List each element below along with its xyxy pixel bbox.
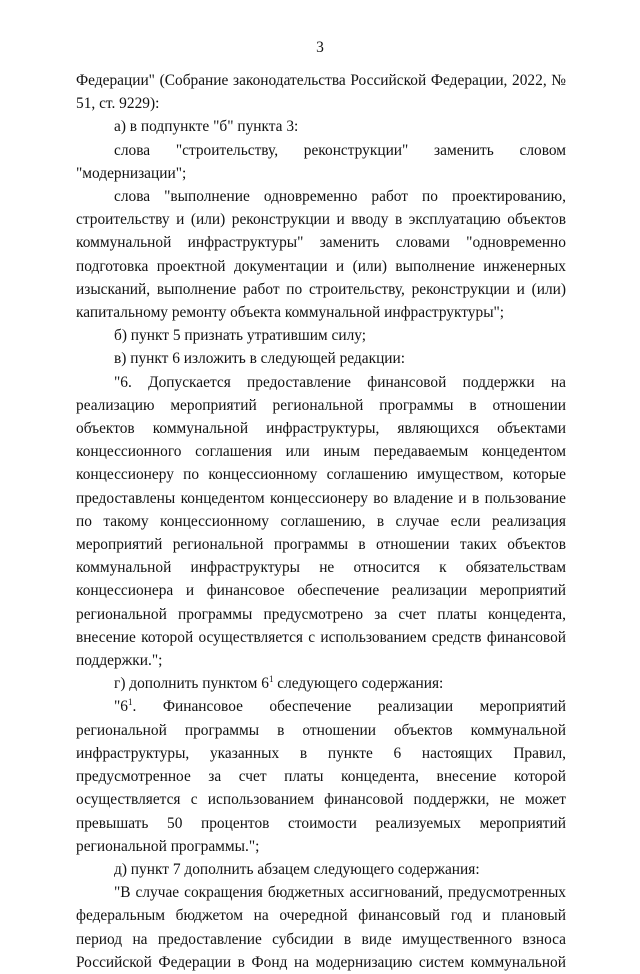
paragraph-words-replace-2: слова "выполнение одновременно работ по проектированию, строительству и (или) реконструкции и вводу в эксплуатацию объектов коммунальной инфраструктуры" заменить словами "одновременно подготовка проектной документации и (или) выполнение инженерных изысканий, выполнение работ по строительству, реконструкции и (или) капитальному ремонту объекта коммунальной инфраструктуры"; (76, 188, 566, 322)
paragraph-federation-ref: Федерации" (Собрание законодательства Российской Федерации, 2022, № 51, ст. 9229): (76, 72, 566, 113)
paragraph-point-6: "6. Допускается предоставление финансовой поддержки на реализацию мероприятий региональной программы в отношении объектов коммунальной инфраструктуры, являющихся объектами концессионного соглашения или иным передаваемым концедентом концессионеру по концессионному соглашению имуществом, которые предоставлены концедентом концессионеру во владение и в пользование по такому концессионному соглашению, в случае если реализация мероприятий региональной программы в отношении таких объектов коммунальной инфраструктуры не относится к обязательствам концессионера и финансовое обеспечение реализации мероприятий региональной программы предусмотрено за счет платы концедента, внесение которой осуществляется с использованием средств финансовой поддержки."; (76, 373, 566, 670)
paragraph-item-d: д) пункт 7 дополнить абзацем следующего содержания: (114, 860, 480, 878)
paragraph-item-g (76, 672, 566, 695)
paragraph-item-a: а) в подпункте "б" пункта 3: (114, 118, 299, 136)
document-body (76, 69, 566, 974)
paragraph-budget-reduction: "В случае сокращения бюджетных ассигнований, предусмотренных федеральным бюджетом на очередной финансовый год и плановый период на предоставление субсидии в виде имущественного взноса Российской Федерации в Фонд на модернизацию систем коммунальной (76, 884, 566, 971)
paragraph-words-replace-1: слова "строительству, реконструкции" заменить словом "модернизации"; (76, 141, 566, 182)
paragraph-item-b: б) пункт 5 признать утратившим силу; (114, 327, 367, 345)
item-g-text-start: г) дополнить пунктом 6 (114, 675, 269, 693)
paragraph-point-6-1 (76, 695, 566, 857)
point-6-1-text-start: "6 (114, 698, 128, 716)
point-6-1-superscript: 1 (127, 697, 133, 708)
paragraph-item-v: в) пункт 6 изложить в следующей редакции: (114, 350, 406, 368)
item-g-superscript: 1 (268, 674, 274, 685)
item-g-text-end: следующего содержания: (273, 675, 444, 693)
point-6-1-text-end: . Финансовое обеспечение реализации мероприятий региональной программы в отношении объектов коммунальной инфраструктуры, указанных в пункте 6 настоящих Правил, предусмотренное за счет платы концедента, внесение которой осуществляется с использованием финансовой поддержки, не может превышать 50 процентов стоимости реализуемых мероприятий региональной программы."; (76, 698, 566, 855)
page-number: 3 (316, 39, 324, 56)
